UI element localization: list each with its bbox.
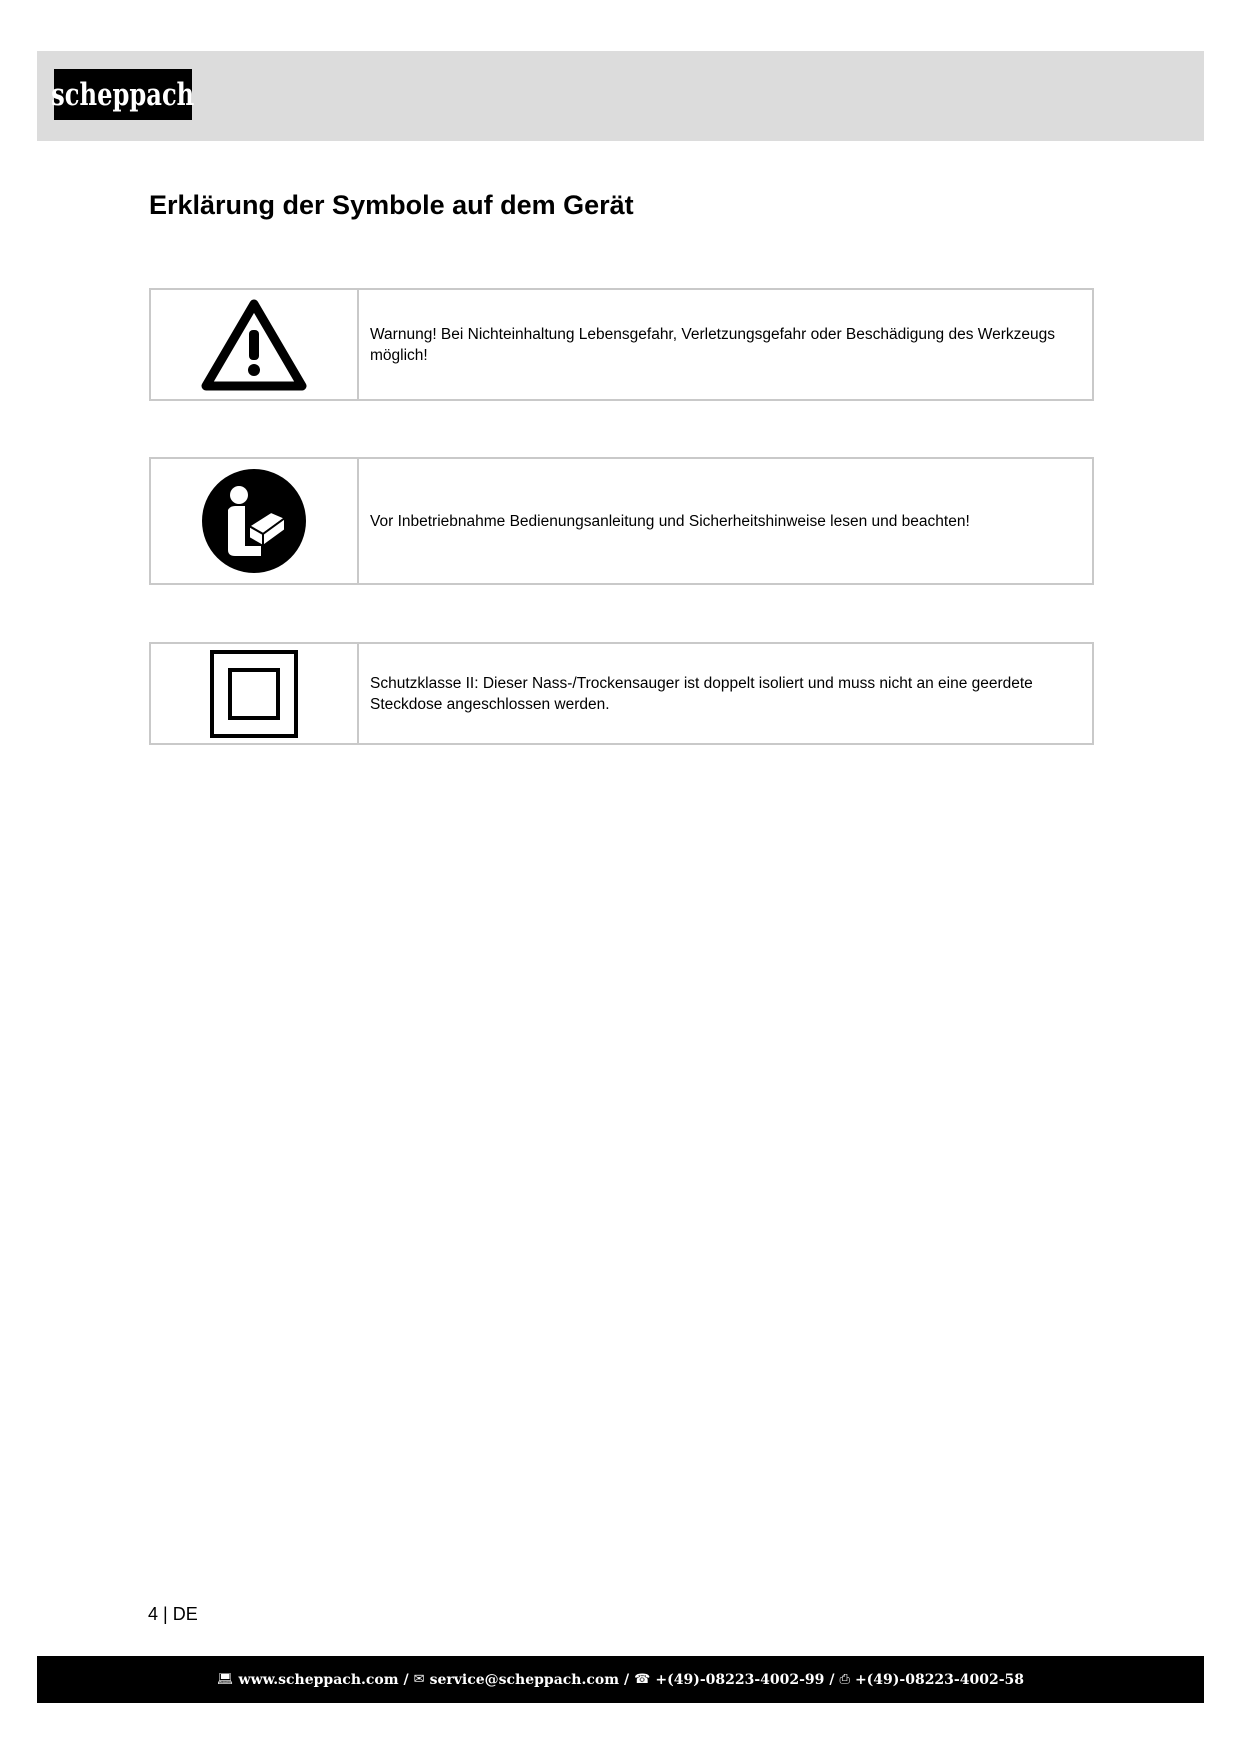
page-number: 4 | DE — [148, 1604, 198, 1624]
warning-triangle-icon — [200, 298, 308, 392]
symbol-cell — [151, 644, 359, 743]
logo-text: scheppach — [51, 76, 195, 113]
symbol-row-read-manual — [149, 457, 1094, 585]
symbol-cell — [151, 290, 359, 399]
symbol-row-protection-class — [149, 642, 1094, 745]
footer-separator: / — [829, 1671, 835, 1688]
footer-separator: / — [403, 1671, 409, 1688]
page-title: Erklärung der Symbole auf dem Gerät — [149, 190, 634, 220]
symbol-description: Vor Inbetriebnahme Bedienungsanleitung und Sicherheitshinweise lesen und beachten! — [370, 512, 970, 530]
footer-email-link[interactable]: service@scheppach.com — [429, 1671, 620, 1688]
protection-class-ii-icon — [210, 650, 298, 738]
footer-website-link[interactable]: www.scheppach.com — [238, 1671, 399, 1688]
footer-band — [37, 1656, 1204, 1703]
footer-separator: / — [624, 1671, 630, 1688]
symbol-description: Warnung! Bei Nichteinhaltung Lebensgefahr, Verletzungsgefahr oder Beschädigung des Werkzeugs möglich! — [370, 325, 1056, 364]
symbol-cell — [151, 459, 359, 583]
computer-icon: 💻︎ — [217, 1672, 234, 1687]
footer-phone: +(49)-08223-4002-99 — [655, 1671, 825, 1688]
telephone-icon: ☎ — [634, 1672, 651, 1687]
scheppach-logo — [51, 69, 195, 120]
header-band — [37, 51, 1204, 141]
footer-fax: +(49)-08223-4002-58 — [854, 1671, 1024, 1688]
symbol-row-warning — [149, 288, 1094, 401]
symbol-description: Schutzklasse II: Dieser Nass-/Trockensauger ist doppelt isoliert und muss nicht an eine geerdete Steckdose angeschlossen werden. — [370, 674, 1033, 713]
fax-icon: ⎙ — [839, 1672, 850, 1687]
read-manual-icon — [201, 468, 307, 574]
envelope-icon: ✉ — [413, 1672, 425, 1687]
